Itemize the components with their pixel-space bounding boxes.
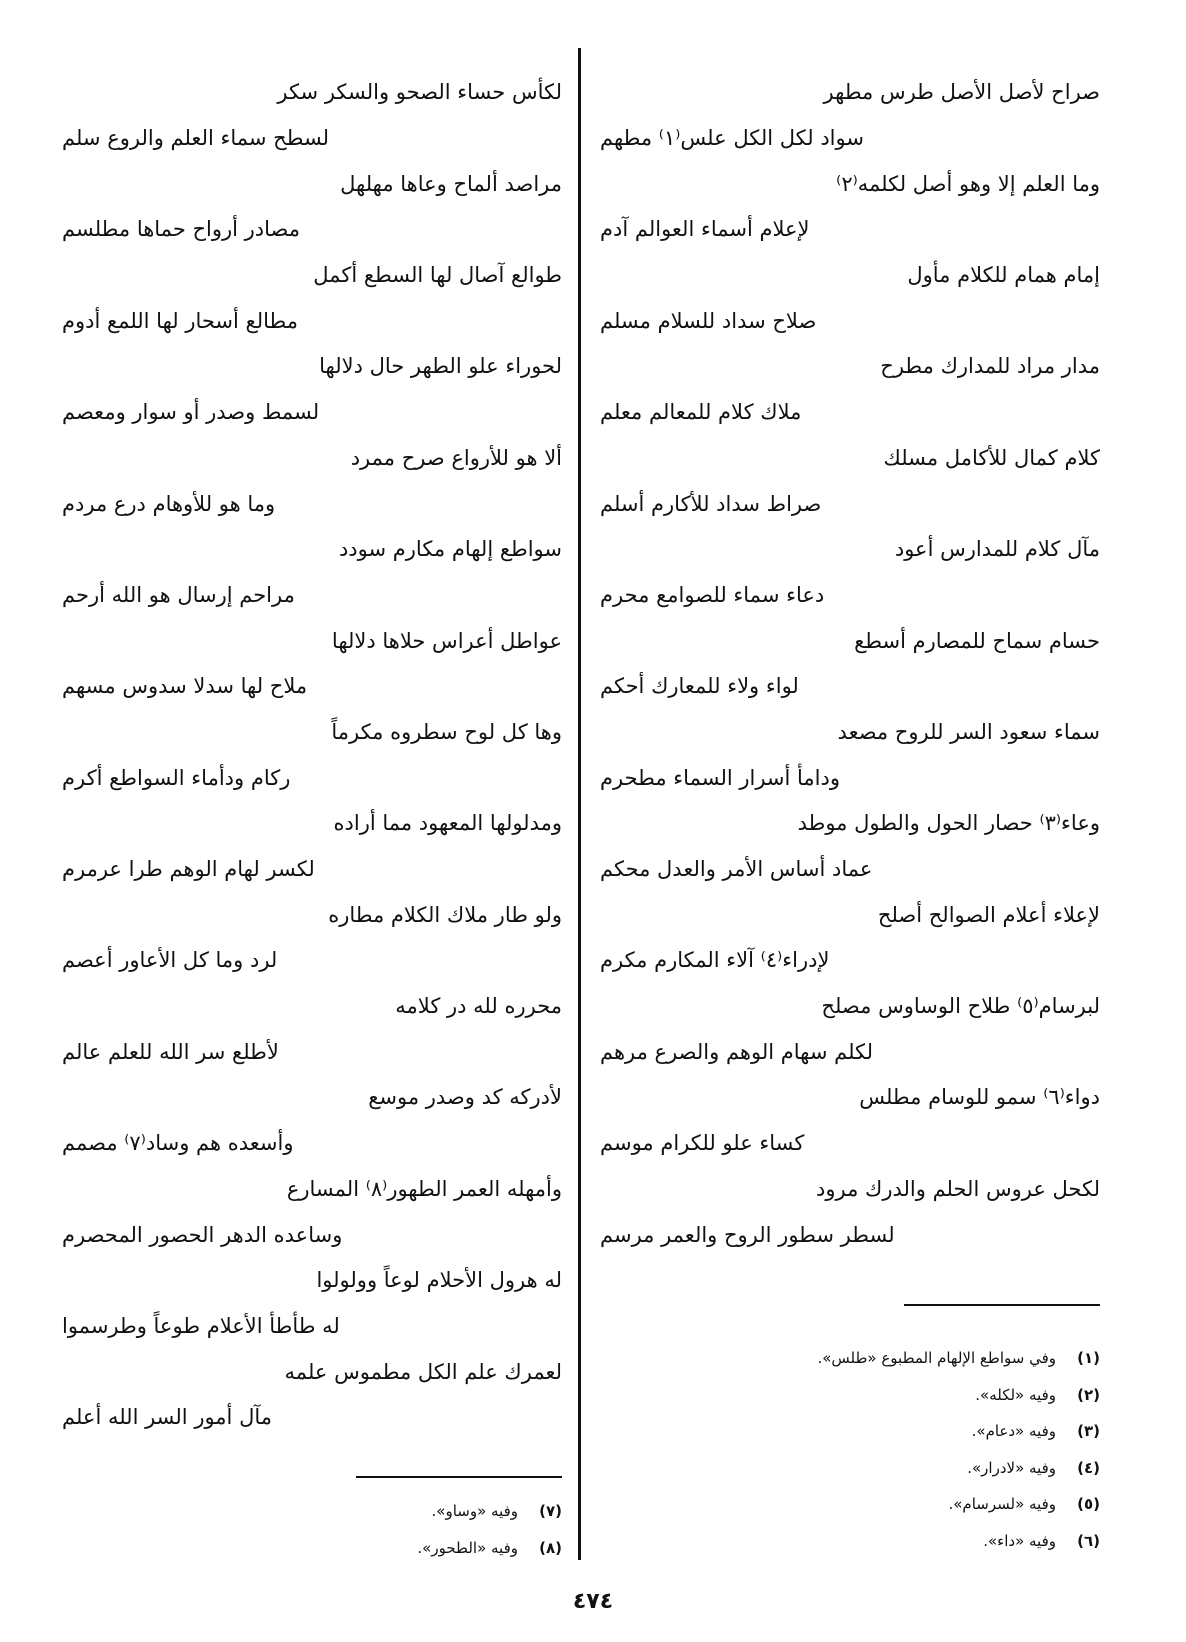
verse-line: لكأس حساء الصحو والسكر سكر xyxy=(277,80,562,105)
right-column xyxy=(600,70,1100,1258)
verse-line: لكلم سهام الوهم والصرع مرهم xyxy=(600,1039,874,1064)
verse-line: ملاك كلام للمعالم معلم xyxy=(600,400,802,425)
page-number: ٤٧٤ xyxy=(572,1589,614,1614)
verse-line: لكسر لهام الوهم طرا عرمرم xyxy=(62,857,315,882)
verse-line: لحوراء علو الطهر حال دلالها xyxy=(319,354,562,379)
verse-line: كساء علو للكرام موسم xyxy=(600,1131,805,1156)
verse-line: لإدراء⁽٤⁾ آلاء المكارم مكرم xyxy=(600,948,830,973)
footnote xyxy=(700,1523,1100,1560)
footnote xyxy=(700,1340,1100,1377)
footnote xyxy=(700,1486,1100,1523)
footnote-text: وفيه «الطحور». xyxy=(417,1538,518,1557)
verse-line: سماء سعود السر للروح مصعد xyxy=(837,719,1100,744)
footnote-number: (٨) xyxy=(539,1538,562,1557)
verse-line: مدار مراد للمدارك مطرح xyxy=(880,354,1100,379)
footnote-text: وفيه «وساو». xyxy=(431,1502,518,1521)
left-verse-list xyxy=(62,70,562,1441)
right-verse-list xyxy=(600,70,1100,1258)
verse-line: إمام همام للكلام مأول xyxy=(907,263,1100,288)
verse-line: مآل كلام للمدارس أعود xyxy=(894,537,1100,562)
verse-line: كلام كمال للأكامل مسلك xyxy=(883,445,1100,470)
footnote-text: وفيه «لكله». xyxy=(975,1385,1056,1404)
verse-line: مآل أمور السر الله أعلم xyxy=(62,1405,272,1430)
footnote-number: (٧) xyxy=(539,1502,562,1521)
footnote-number: (٤) xyxy=(1077,1458,1100,1477)
verse-line: لبرسام⁽٥⁾ طلاح الوساوس مصلح xyxy=(821,994,1100,1019)
footnote xyxy=(700,1413,1100,1450)
footnote xyxy=(200,1530,562,1567)
footnote-text: وفيه «لادرار». xyxy=(967,1458,1056,1477)
footnote-number: (٦) xyxy=(1077,1531,1100,1550)
verse-line: لأطلع سر الله للعلم عالم xyxy=(62,1039,279,1064)
footnote-text: وفيه «داء». xyxy=(983,1531,1056,1550)
verse-line: سواد لكل الكل علس⁽١⁾ مطهم xyxy=(600,126,864,151)
verse-line: وها كل لوح سطروه مكرماً xyxy=(331,719,562,744)
column-divider xyxy=(578,48,581,1560)
verse-line: سواطع إلهام مكارم سودد xyxy=(338,537,562,562)
verse-line: حسام سماح للمصارم أسطع xyxy=(854,628,1100,653)
verse-line: صراط سداد للأكارم أسلم xyxy=(600,491,822,516)
verse-line: لرد وما كل الأعاور أعصم xyxy=(62,948,278,973)
verse-line: لواء ولاء للمعارك أحكم xyxy=(600,674,799,699)
verse-line: عواطل أعراس حلاها دلالها xyxy=(331,628,562,653)
footnote xyxy=(700,1377,1100,1414)
verse-line: طوالع آصال لها السطع أكمل xyxy=(313,263,562,288)
verse-line: مراحم إرسال هو الله أرحم xyxy=(62,582,295,607)
verse-line: محرره لله در كلامه xyxy=(395,994,562,1019)
verse-line: لسمط وصدر أو سوار ومعصم xyxy=(62,400,320,425)
verse-line: ودامأ أسرار السماء مطحرم xyxy=(600,765,840,790)
left-column xyxy=(62,70,562,1441)
verse-line: لأدركه كد وصدر موسع xyxy=(368,1085,562,1110)
verse-line: له طأطأ الأعلام طوعاً وطرسموا xyxy=(62,1313,340,1338)
verse-line: وما هو للأوهام درع مردم xyxy=(62,491,276,516)
footnote-number: (١) xyxy=(1077,1349,1100,1368)
right-footnotes xyxy=(700,1340,1100,1559)
verse-line: لإعلام أسماء العوالم آدم xyxy=(600,217,810,242)
verse-line: وعاء⁽٣⁾ حصار الحول والطول موطد xyxy=(797,811,1100,836)
footnote-text: وفيه «دعام». xyxy=(971,1422,1056,1441)
verse-line: لسطح سماء العلم والروع سلم xyxy=(62,126,330,151)
footnote xyxy=(700,1450,1100,1487)
footnote-rule-left xyxy=(356,1476,562,1478)
verse-line: مصادر أرواح حماها مطلسم xyxy=(62,217,301,242)
verse-line: صراح لأصل الأصل طرس مطهر xyxy=(823,80,1100,105)
verse-line: وأمهله العمر الطهور⁽٨⁾ المسارع xyxy=(286,1176,562,1201)
verse-line: ومدلولها المعهود مما أراده xyxy=(333,811,562,836)
verse-line: دعاء سماء للصوامع محرم xyxy=(600,582,825,607)
verse-line: صلاح سداد للسلام مسلم xyxy=(600,308,817,333)
verse-line: ركام ودأماء السواطع أكرم xyxy=(62,765,291,790)
verse-line: لإعلاء أعلام الصوالح أصلح xyxy=(877,902,1100,927)
verse-line: وأسعده هم وساد⁽٧⁾ مصمم xyxy=(62,1131,294,1156)
verse-line: مطالع أسحار لها اللمع أدوم xyxy=(62,308,298,333)
verse-line: وساعده الدهر الحصور المحصرم xyxy=(62,1222,343,1247)
footnote-text: وفي سواطع الإلهام المطبوع «طلس». xyxy=(817,1349,1056,1368)
verse-line: ألا هو للأرواع صرح ممرد xyxy=(350,445,562,470)
verse-line: لسطر سطور الروح والعمر مرسم xyxy=(600,1222,895,1247)
verse-line: لعمرك علم الكل مطموس علمه xyxy=(284,1359,562,1384)
left-footnotes xyxy=(200,1493,562,1566)
verse-line: له هرول الأحلام لوعاً وولولوا xyxy=(316,1268,562,1293)
verse-line: لكحل عروس الحلم والدرك مرود xyxy=(816,1176,1100,1201)
verse-line: دواء⁽٦⁾ سمو للوسام مطلس xyxy=(859,1085,1100,1110)
footnote-number: (٢) xyxy=(1077,1385,1100,1404)
verse-line: عماد أساس الأمر والعدل محكم xyxy=(600,857,873,882)
footnote-rule-right xyxy=(904,1304,1100,1306)
verse-line: وما العلم إلا وهو أصل لكلمه⁽٢⁾ xyxy=(836,171,1100,196)
footnote-text: وفيه «لسرسام». xyxy=(948,1495,1056,1514)
verse-line: مراصد ألماح وعاها مهلهل xyxy=(340,171,562,196)
verse-line: ولو طار ملاك الكلام مطاره xyxy=(328,902,562,927)
footnote xyxy=(200,1493,562,1530)
footnote-number: (٥) xyxy=(1077,1495,1100,1514)
verse-line: ملاح لها سدلا سدوس مسهم xyxy=(62,674,308,699)
footnote-number: (٣) xyxy=(1077,1422,1100,1441)
